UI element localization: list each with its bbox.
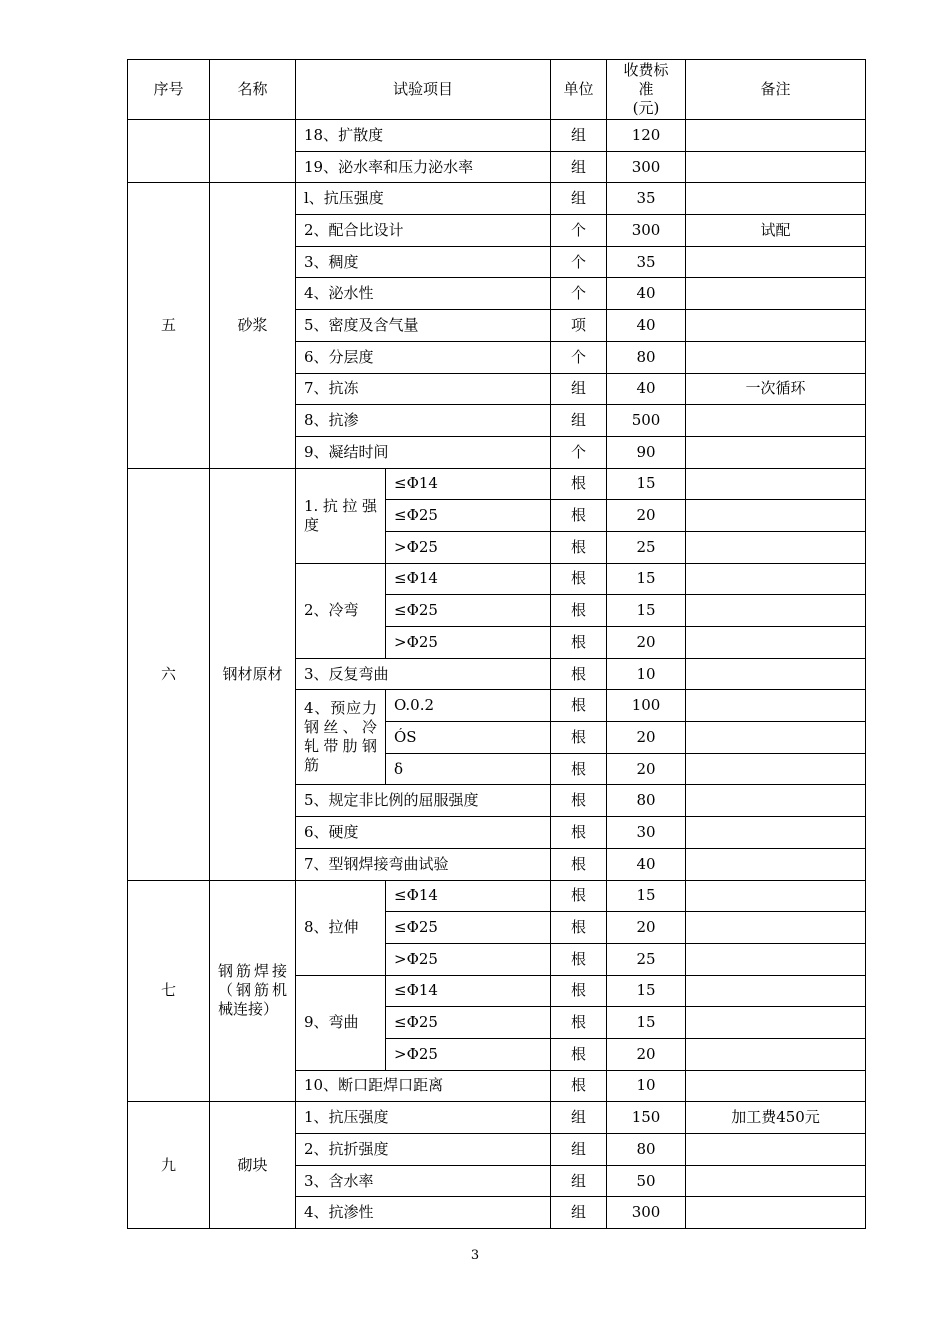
- header-note: 备注: [686, 60, 866, 120]
- fee-cell: 40: [607, 373, 686, 405]
- unit-cell: 组: [551, 405, 607, 437]
- subitem-cell: >Φ25: [386, 943, 551, 975]
- unit-cell: 根: [551, 531, 607, 563]
- note-cell: [686, 912, 866, 944]
- fee-cell: 300: [607, 1197, 686, 1229]
- item-cell: 1、抗压强度: [296, 1102, 551, 1134]
- note-cell: [686, 563, 866, 595]
- fee-cell: 10: [607, 1070, 686, 1102]
- fee-cell: 15: [607, 563, 686, 595]
- item-cell: 9、凝结时间: [296, 436, 551, 468]
- subitem-cell: ≤Φ25: [386, 912, 551, 944]
- note-cell: [686, 753, 866, 785]
- note-cell: [686, 722, 866, 754]
- item-cell: 3、含水率: [296, 1165, 551, 1197]
- unit-cell: 组: [551, 373, 607, 405]
- fee-cell: 20: [607, 753, 686, 785]
- note-cell: [686, 848, 866, 880]
- fee-cell: 40: [607, 848, 686, 880]
- item-cell: l、抗压强度: [296, 183, 551, 215]
- item-cell: 5、密度及含气量: [296, 310, 551, 342]
- note-cell: [686, 975, 866, 1007]
- note-cell: [686, 246, 866, 278]
- item-cell: 3、稠度: [296, 246, 551, 278]
- fee-cell: 35: [607, 183, 686, 215]
- fee-cell: 80: [607, 785, 686, 817]
- note-cell: [686, 278, 866, 310]
- unit-cell: 根: [551, 943, 607, 975]
- fee-cell: 10: [607, 658, 686, 690]
- name-cell: [210, 120, 296, 183]
- unit-cell: 根: [551, 468, 607, 500]
- section-name-cell: 砌块: [210, 1102, 296, 1229]
- unit-cell: 根: [551, 785, 607, 817]
- unit-cell: 根: [551, 595, 607, 627]
- subitem-cell: >Φ25: [386, 627, 551, 659]
- note-cell: [686, 595, 866, 627]
- unit-cell: 个: [551, 246, 607, 278]
- note-cell: [686, 1165, 866, 1197]
- fee-cell: 80: [607, 341, 686, 373]
- item-cell: 4、泌水性: [296, 278, 551, 310]
- note-cell: [686, 817, 866, 849]
- header-item: 试验项目: [296, 60, 551, 120]
- note-cell: [686, 627, 866, 659]
- fee-cell: 100: [607, 690, 686, 722]
- subitem-cell: ≤Φ14: [386, 468, 551, 500]
- item-cell: 19、泌水率和压力泌水率: [296, 151, 551, 183]
- header-fee: 收费标 准 (元): [607, 60, 686, 120]
- subitem-cell: ÓS: [386, 722, 551, 754]
- unit-cell: 根: [551, 690, 607, 722]
- unit-cell: 根: [551, 658, 607, 690]
- unit-cell: 根: [551, 975, 607, 1007]
- unit-cell: 根: [551, 563, 607, 595]
- note-cell: 加工费450元: [686, 1102, 866, 1134]
- item-cell: 6、分层度: [296, 341, 551, 373]
- fee-cell: 40: [607, 278, 686, 310]
- table-row: [128, 880, 866, 912]
- no-cell: [128, 120, 210, 183]
- unit-cell: 根: [551, 753, 607, 785]
- subitem-cell: ≤Φ25: [386, 500, 551, 532]
- item-cell: 6、硬度: [296, 817, 551, 849]
- unit-cell: 组: [551, 120, 607, 152]
- unit-cell: 组: [551, 1197, 607, 1229]
- note-cell: [686, 1007, 866, 1039]
- fee-cell: 80: [607, 1134, 686, 1166]
- fee-cell: 50: [607, 1165, 686, 1197]
- subitem-cell: δ: [386, 753, 551, 785]
- subitem-cell: ≤Φ25: [386, 595, 551, 627]
- item-cell: 7、抗冻: [296, 373, 551, 405]
- fee-cell: 90: [607, 436, 686, 468]
- unit-cell: 根: [551, 722, 607, 754]
- subitem-cell: O.0.2: [386, 690, 551, 722]
- item-cell: 7、型钢焊接弯曲试验: [296, 848, 551, 880]
- section-name-cell: 钢筋焊接（钢筋机械连接）: [210, 880, 296, 1102]
- note-cell: [686, 658, 866, 690]
- note-cell: [686, 500, 866, 532]
- note-cell: [686, 405, 866, 437]
- fee-cell: 15: [607, 1007, 686, 1039]
- item-group-cell: 4、预应力钢丝、冷轧带肋钢筋: [296, 690, 386, 785]
- item-cell: 4、抗渗性: [296, 1197, 551, 1229]
- fee-cell: 15: [607, 595, 686, 627]
- fee-cell: 15: [607, 468, 686, 500]
- unit-cell: 根: [551, 1038, 607, 1070]
- item-cell: 5、规定非比例的屈服强度: [296, 785, 551, 817]
- note-cell: [686, 943, 866, 975]
- fee-cell: 20: [607, 627, 686, 659]
- unit-cell: 根: [551, 880, 607, 912]
- item-cell: 8、抗渗: [296, 405, 551, 437]
- fee-cell: 20: [607, 722, 686, 754]
- item-cell: 18、扩散度: [296, 120, 551, 152]
- fee-cell: 150: [607, 1102, 686, 1134]
- fee-cell: 30: [607, 817, 686, 849]
- fee-cell: 120: [607, 120, 686, 152]
- note-cell: [686, 436, 866, 468]
- table-row: [128, 183, 866, 215]
- note-cell: 一次循环: [686, 373, 866, 405]
- item-group-cell: 8、拉伸: [296, 880, 386, 975]
- header-no: 序号: [128, 60, 210, 120]
- unit-cell: 个: [551, 278, 607, 310]
- header-name: 名称: [210, 60, 296, 120]
- note-cell: [686, 151, 866, 183]
- unit-cell: 根: [551, 848, 607, 880]
- item-group-cell: 2、冷弯: [296, 563, 386, 658]
- section-no-cell: 六: [128, 468, 210, 880]
- note-cell: [686, 1197, 866, 1229]
- item-group-cell: 1.抗拉强度: [296, 468, 386, 563]
- table-body: [128, 120, 866, 1229]
- note-cell: [686, 690, 866, 722]
- note-cell: [686, 120, 866, 152]
- page-number: 3: [470, 1248, 480, 1263]
- fee-cell: 300: [607, 215, 686, 247]
- unit-cell: 根: [551, 627, 607, 659]
- note-cell: 试配: [686, 215, 866, 247]
- item-cell: 2、抗折强度: [296, 1134, 551, 1166]
- fee-cell: 25: [607, 531, 686, 563]
- header-unit: 单位: [551, 60, 607, 120]
- unit-cell: 个: [551, 436, 607, 468]
- fee-cell: 20: [607, 500, 686, 532]
- section-no-cell: 七: [128, 880, 210, 1102]
- note-cell: [686, 310, 866, 342]
- section-name-cell: 砂浆: [210, 183, 296, 468]
- fee-cell: 25: [607, 943, 686, 975]
- section-name-cell: 钢材原材: [210, 468, 296, 880]
- unit-cell: 根: [551, 1007, 607, 1039]
- unit-cell: 项: [551, 310, 607, 342]
- note-cell: [686, 341, 866, 373]
- unit-cell: 个: [551, 341, 607, 373]
- item-cell: 2、配合比设计: [296, 215, 551, 247]
- item-group-cell: 9、弯曲: [296, 975, 386, 1070]
- unit-cell: 组: [551, 151, 607, 183]
- note-cell: [686, 880, 866, 912]
- section-no-cell: 九: [128, 1102, 210, 1229]
- table-row: [128, 468, 866, 500]
- note-cell: [686, 531, 866, 563]
- fee-cell: 40: [607, 310, 686, 342]
- table-row: [128, 120, 866, 152]
- subitem-cell: ≤Φ25: [386, 1007, 551, 1039]
- note-cell: [686, 183, 866, 215]
- subitem-cell: ≤Φ14: [386, 563, 551, 595]
- unit-cell: 组: [551, 1102, 607, 1134]
- note-cell: [686, 468, 866, 500]
- unit-cell: 根: [551, 817, 607, 849]
- subitem-cell: >Φ25: [386, 1038, 551, 1070]
- note-cell: [686, 785, 866, 817]
- note-cell: [686, 1038, 866, 1070]
- unit-cell: 组: [551, 1165, 607, 1197]
- fee-cell: 35: [607, 246, 686, 278]
- item-cell: 3、反复弯曲: [296, 658, 551, 690]
- item-cell: 10、断口距焊口距离: [296, 1070, 551, 1102]
- fee-cell: 20: [607, 912, 686, 944]
- unit-cell: 根: [551, 1070, 607, 1102]
- note-cell: [686, 1070, 866, 1102]
- subitem-cell: >Φ25: [386, 531, 551, 563]
- unit-cell: 组: [551, 183, 607, 215]
- unit-cell: 根: [551, 500, 607, 532]
- section-no-cell: 五: [128, 183, 210, 468]
- note-cell: [686, 1134, 866, 1166]
- unit-cell: 根: [551, 912, 607, 944]
- header-row: [128, 60, 866, 120]
- fee-cell: 15: [607, 880, 686, 912]
- subitem-cell: ≤Φ14: [386, 880, 551, 912]
- fee-cell: 20: [607, 1038, 686, 1070]
- table-row: [128, 1102, 866, 1134]
- unit-cell: 组: [551, 1134, 607, 1166]
- fee-cell: 500: [607, 405, 686, 437]
- fee-cell: 15: [607, 975, 686, 1007]
- subitem-cell: ≤Φ14: [386, 975, 551, 1007]
- fee-standard-table: [127, 59, 866, 1229]
- fee-cell: 300: [607, 151, 686, 183]
- unit-cell: 个: [551, 215, 607, 247]
